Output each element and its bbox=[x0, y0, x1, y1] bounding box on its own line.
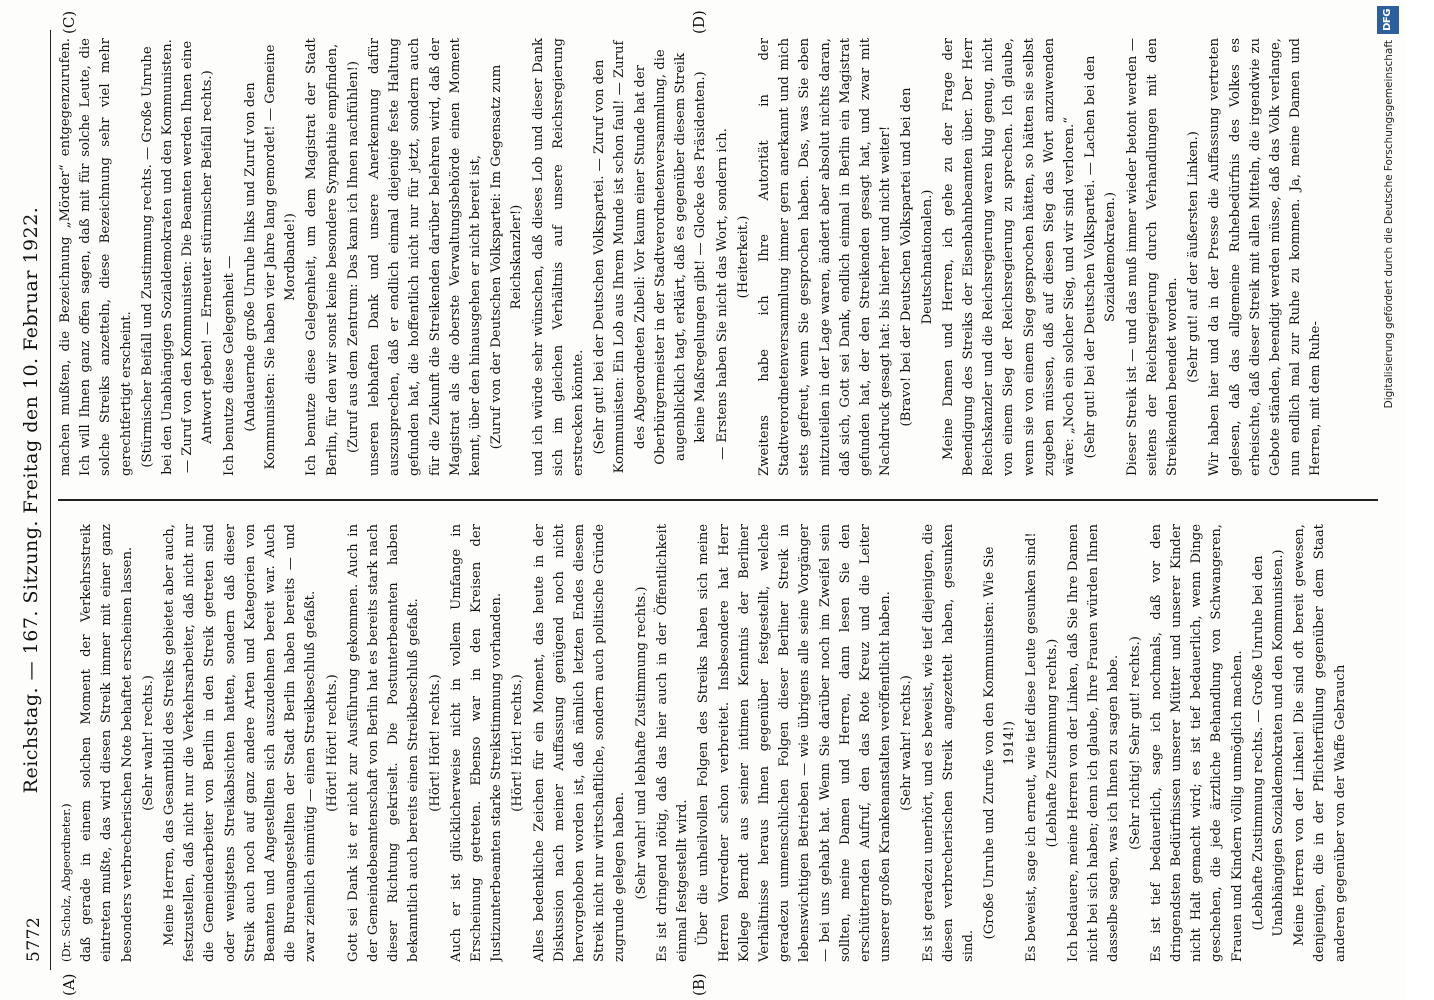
interjection: (Hört! Hört! rechts.) bbox=[510, 674, 526, 812]
interjection: (Andauernde große Unruhe links und Zuruf von den Kommunisten: Sie haben vier Jahre lang gemordet! — Gemeine Mordbande!) bbox=[242, 44, 299, 470]
digitization-credit: Digitalisierung gefördert durch die Deutsche Forschungsgemeinschaft bbox=[1383, 40, 1395, 409]
paragraph: unseren lebhaften Dank und unsere Anerkennung dafür auszusprechen, daß er endlich einmal diejenige feste Haltung gefunden hat, die hoffentlich nicht nur für jetzt, sondern auch für die Zukunft die Streikenden darüber belehren wird, daß der Magistrat als die oberste Verwaltungsbehörde einen Moment kennt, über den hinausgehen er nicht bereit ist, bbox=[367, 38, 484, 476]
paragraph: Alles bedenkliche Zeichen für ein Moment, das heute in der Diskussion nach meiner Auffassung genügend noch nicht hervorgehoben worden ist, daß nämlich letzten Endes diesem Streik nicht nur wirtschaftliche, sondern auch politische Gründe zugrunde gelegen haben. bbox=[531, 524, 628, 962]
margin-marker-c: (C) bbox=[60, 10, 78, 34]
paragraph: Meine Herren, das Gesamtbild des Streiks gebietet aber auch, festzustellen, daß nicht nur die Verkehrsarbeiter, daß nicht nur die Gemeindearbeiter von Berlin in den Streik getreten sind oder wenigstens Streikabsichten hatten, sondern daß dieser Streik auch noch auf ganz andere Arten und Kategorien von Beamten und Angestellten sich auszudehnen bereit war. Auch die Bureauangestellten der Stadt Berlin haben bereits — und zwar ziemlich einmütig — einen Streikbeschluß gefaßt. bbox=[162, 524, 319, 962]
paragraph: Ich benutze diese Gelegenheit — bbox=[221, 255, 237, 476]
paragraph: Gott sei Dank ist er nicht zur Ausführung gekommen. Auch in der Gemeindebeamtenschaft von Berlin hat es bereits stark nach dieser Richtung gekriselt. Die Postunterbeamten haben bekanntlich auch bereits einen Streikbeschluß gefaßt. bbox=[345, 524, 422, 962]
paragraph: Wir haben hier und da in der Presse die Auffassung vertreten gelesen, daß das allgemeine Ruhebedürfnis des Volkes es erheischte, daß dieser Streik mit allen Mitteln, die irgendwie zu Gebote ständen, beendigt werden müsse, daß das Volk verlange, nun endlich mal zur Ruhe zu kommen. Ja, meine Damen und Herren, mit dem Ruhe- bbox=[1207, 38, 1324, 476]
paragraph: Auch er ist glücklicherweise nicht in vollem Umfange in Erscheinung getreten. Ebenso war in den Kreisen der Justizunterbeamten starke Streikstimmung vorhanden. bbox=[448, 524, 505, 962]
page-footer bbox=[1375, 0, 1405, 1000]
paragraph: Meine Damen und Herren, ich gehe zu der Frage der Beendigung des Streiks der Eisenbahnbeamten über. Der Herr Reichskanzler und die Reichsregierung waren klug genug, nicht von einem Sieg der Reichsregierung zu sprechen. Ich glaube, wenn sie von einem Sieg gesprochen hätten, so hätten sie selbst zugeben müssen, daß auf diesen Sieg das Wort anzuwenden wäre: „Noch ein solcher Sieg, und wir sind verloren.“ bbox=[940, 38, 1077, 476]
page-number: 5772 bbox=[24, 916, 44, 962]
paragraph: machen mußten, die Bezeichnung „Mörder“ entgegenzurufen. Ich will Ihnen ganz offen sagen, daß mit für solche Leute, die solche Streiks anzetteln, diese Bezeichnung sehr viel mehr gerechtfertigt erscheint. bbox=[58, 38, 134, 476]
speaker-line: (Dr. Scholz, Abgeordneter.) bbox=[59, 803, 73, 962]
paragraph: und ich würde sehr wünschen, daß dieses Lob und dieser Dank sich im gleichen Verhältnis auf unsere Reichsregierung erstrecken könnte. bbox=[530, 38, 587, 476]
paragraph: Ich benutze diese Gelegenheit, um dem Magistrat der Stadt Berlin, für den wir sonst keine besondere Sympathie empfinden, bbox=[304, 38, 340, 476]
paragraph: Es ist geradezu unerhört, und es beweist, wie tief diejenigen, die diesen verbrecherischen Streik angezettelt haben, gesunken sind. bbox=[920, 524, 976, 962]
interjection: (Sehr wahr! und lebhafte Zustimmung rechts.) bbox=[633, 586, 649, 900]
paragraph: Ich bedauere, meine Herren von der Linken, daß Sie Ihre Damen nicht bei sich haben; denn ich glaube, Ihre Frauen würden Ihnen dasselbe sagen, was ich Ihnen zu sagen habe. bbox=[1065, 524, 1122, 962]
interjection: (Stürmischer Beifall und Zustimmung rechts. — Große Unruhe bei den Unabhängigen Sozialdemokraten und den Kommunisten. — Zuruf von den Kommunisten: Die Beamten werden Ihnen eine Antwort geben! — Erneuter stürmischer Beifall rechts.) bbox=[139, 39, 216, 475]
paragraph: Zweitens habe ich Ihre Autorität in der Stadtverordnetenversammlung immer gern anerkannt und mich stets gefreut, wenn Sie gesprochen haben. Das, was Sie eben mitzuteilen in der Lage waren, ändert aber absolut nichts daran, daß sich, Gott sei Dank, endlich einmal in Berlin ein Magistrat gefunden hat, der den Streikenden gesagt hat, und zwar mit Nachdruck gesagt hat: bis hierher und nicht weiter! bbox=[756, 38, 894, 476]
interjection: (Lebhafte Zustimmung rechts. — Große Unruhe bei den Unabhängigen Sozialdemokraten und den Kommunisten.) bbox=[1250, 549, 1286, 937]
interjection: (Sehr richtig! Sehr gut! rechts.) bbox=[1127, 636, 1143, 850]
margin-marker-a: (A) bbox=[60, 973, 78, 996]
interjection: (Sehr gut! auf der äußersten Linken.) bbox=[1186, 131, 1202, 383]
interjection: (Sehr gut! bei der Deutschen Volkspartei. — Zuruf von den Kommunisten: Ein Lob aus Ihrem Munde ist schon faul! — Zuruf des Abgeordneten Zubeil: Vor kaum einer Stunde hat der Oberbürgermeister in der Stadtverordnetenversammlung, die augenblicklich tagt, erklärt, daß es gegenüber diesem Streik keine Maßregelungen gibt! — Glocke des Präsidenten.) bbox=[592, 40, 709, 474]
interjection: (Hört! Hört! rechts.) bbox=[427, 674, 443, 812]
header-rule bbox=[50, 30, 51, 970]
paragraph: Es ist dringend nötig, daß das hier auch in der Öffentlichkeit einmal festgestellt wird. bbox=[654, 524, 691, 962]
interjection: (Lebhafte Zustimmung rechts.) bbox=[1044, 638, 1060, 848]
right-text-column bbox=[56, 38, 1376, 476]
interjection: (Heiterkeit.) bbox=[735, 215, 751, 299]
interjection: (Zuruf aus dem Zentrum: Das kann ich Ihnen nachfühlen!) bbox=[345, 60, 361, 454]
paragraph: Über die unheilvollen Folgen des Streiks haben sich meine Herren Vorredner schon verbreitet. Insbesondere hat Herr Kollege Berndt aus seiner intimen Kenntnis der Berliner Verhältnisse heraus Ihnen gegenüber festgestellt, welche geradezu unmenschlichen Folgen dieser Berliner Streik in lebenswichtigen Betrieben — wie übrigens alle seine Vorgänger — bei uns gehabt hat. Wenn Sie darüber noch im Zweifel sein sollten, meine Damen und Herren, dann lesen Sie den erschütternden Aufruf, den das Rote Kreuz und die Leiter unserer großen Krankenanstalten veröffentlicht haben. bbox=[696, 524, 894, 962]
interjection: (Sehr wahr! rechts.) bbox=[140, 675, 156, 811]
dfg-logo: DFG bbox=[1377, 6, 1399, 34]
running-title: Reichstag. — 167. Sitzung. Freitag den 10. Februar 1922. bbox=[20, 206, 42, 794]
left-text-column bbox=[56, 524, 1376, 962]
paragraph: Dieser Streik ist — und das muß immer wieder betont werden — seitens der Reichsregierung durch Verhandlungen mit den Streikenden beendet worden. bbox=[1124, 38, 1180, 476]
page-header bbox=[18, 38, 48, 962]
paragraph: Es beweist, sage ich erneut, wie tief diese Leute gesunken sind! bbox=[1023, 532, 1039, 962]
interjection: (Sehr gut! bei der Deutschen Volkspartei. — Lachen bei den Sozialdemokraten.) bbox=[1083, 55, 1119, 459]
paragraph: Es ist tief bedauerlich, sage ich nochmals, daß vor den dringendsten Bedürfnissen unserer Mütter und unserer Kinder nicht Halt gemacht wird; es ist tief bedauerlich, wenn Dinge geschehen, die jede ärztliche Behandlung von Schwangeren, Frauen und Kindern völlig unmöglich machen. bbox=[1148, 524, 1245, 962]
paragraph: daß gerade in einem solchen Moment der Verkehrsstreik eintreten mußte, das wird diesen Streik immer mit einer ganz besonders verbrecherischen Note behaftet erscheinen lassen. bbox=[79, 524, 135, 962]
interjection: (Große Unruhe und Zurufe von den Kommunisten: Wie Sie 1914!) bbox=[982, 546, 1018, 940]
paragraph: — Erstens haben Sie nicht das Wort, sondern ich. bbox=[714, 128, 730, 460]
interjection: (Hört! Hört! rechts.) bbox=[324, 674, 340, 812]
margin-marker-d: (D) bbox=[690, 10, 708, 34]
interjection: (Sehr wahr! rechts.) bbox=[899, 675, 915, 811]
margin-marker-b: (B) bbox=[690, 973, 708, 996]
column-divider bbox=[58, 499, 1378, 501]
interjection: (Zuruf von der Deutschen Volkspartei: Im Gegensatz zum Reichskanzler!) bbox=[489, 64, 525, 450]
paragraph: Meine Herren von der Linken! Die sind oft bereit gewesen, denjenigen, die in der Pflichterfüllung gegenüber dem Staat anderen gegenüber von der Waffe Gebrauch bbox=[1292, 524, 1348, 962]
interjection: (Bravo! bei der Deutschen Volkspartei und bei den Deutschnationalen.) bbox=[899, 87, 935, 427]
